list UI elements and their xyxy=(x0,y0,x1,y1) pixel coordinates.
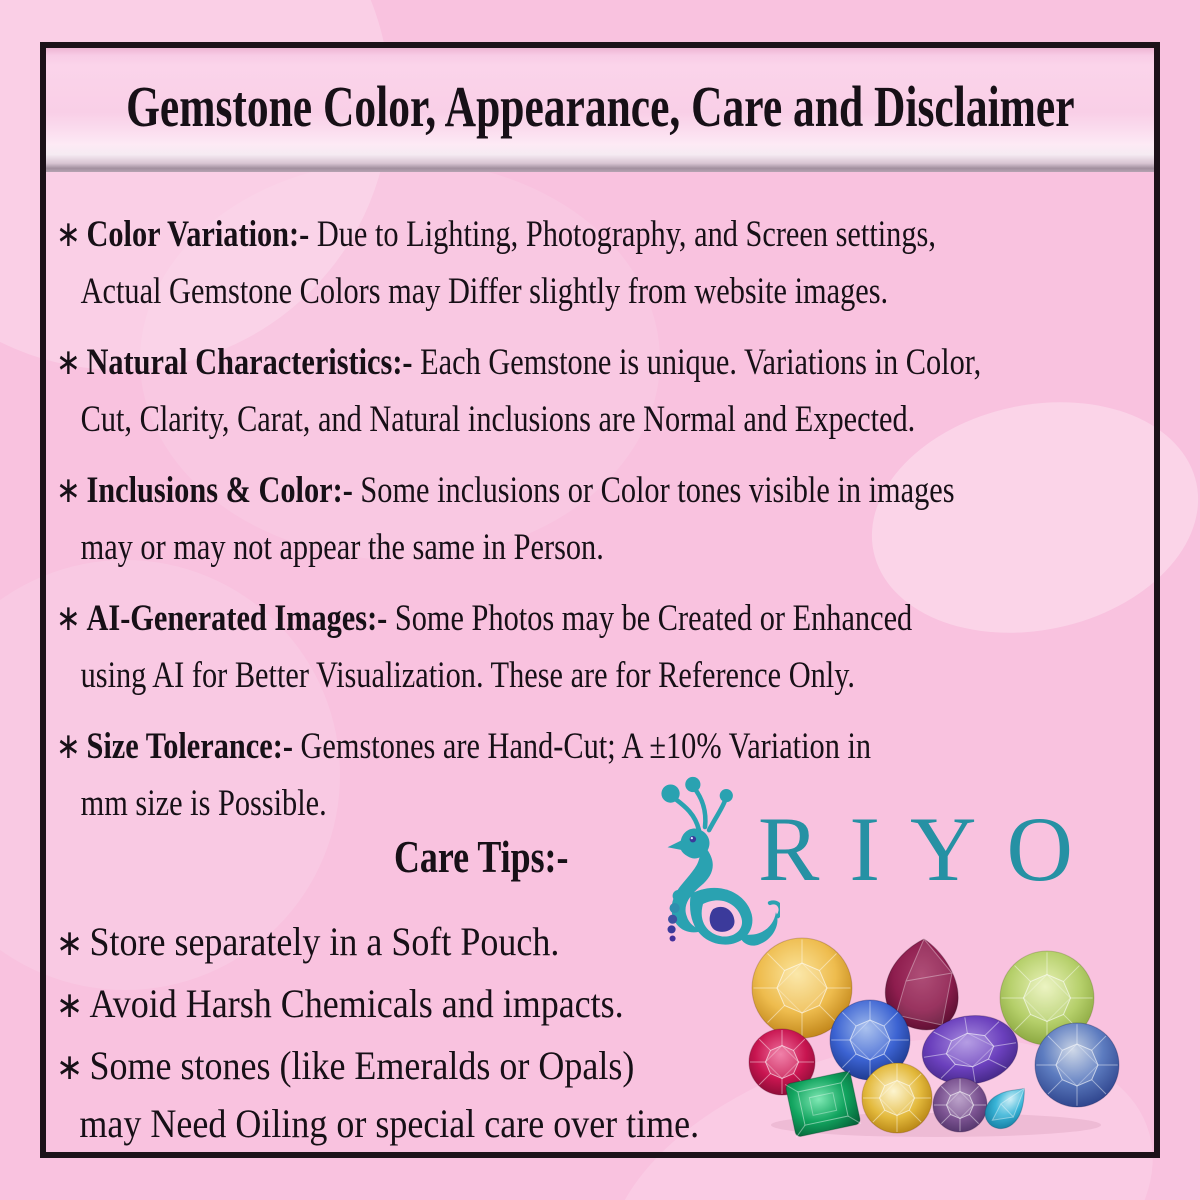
care-tip-oiling xyxy=(56,1038,699,1152)
asterisk-bullet-icon: ∗ xyxy=(56,923,84,964)
care-tip-text: Store separately in a Soft Pouch. xyxy=(89,919,560,964)
care-tip-chemicals xyxy=(56,976,699,1034)
disclaimer-text: Each Gemstone is unique. Variations in Color, xyxy=(420,342,982,383)
disclaimer-label: Natural Characteristics:- xyxy=(86,342,413,383)
asterisk-bullet-icon: ∗ xyxy=(56,470,81,511)
gemstones-image xyxy=(746,933,1131,1138)
care-tip-text: Some stones (like Emeralds or Opals) xyxy=(89,1043,635,1088)
asterisk-bullet-icon: ∗ xyxy=(56,598,81,639)
disclaimer-label: Size Tolerance:- xyxy=(86,726,293,767)
disclaimer-text: Cut, Clarity, Carat, and Natural inclusions are Normal and Expected. xyxy=(80,399,916,440)
brand-name: RIYO xyxy=(758,798,1103,900)
asterisk-bullet-icon: ∗ xyxy=(56,342,81,383)
care-tip-text: may Need Oiling or special care over time. xyxy=(79,1101,700,1146)
asterisk-bullet-icon: ∗ xyxy=(56,1047,84,1088)
disclaimer-item-natural-characteristics xyxy=(56,334,1171,448)
care-tips-list xyxy=(56,914,699,1156)
disclaimer-text: Due to Lighting, Photography, and Screen settings, xyxy=(316,214,936,255)
care-tip-text: Avoid Harsh Chemicals and impacts. xyxy=(89,981,624,1026)
gem-purple-spinel xyxy=(933,1078,987,1132)
content-frame xyxy=(40,42,1160,1158)
asterisk-bullet-icon: ∗ xyxy=(56,985,84,1026)
disclaimer-label: AI-Generated Images:- xyxy=(86,598,388,639)
disclaimer-text: using AI for Better Visualization. These are for Reference Only. xyxy=(80,655,856,696)
care-tip-store xyxy=(56,914,699,972)
disclaimer-label: Color Variation:- xyxy=(86,214,310,255)
care-tips-heading: Care Tips:- xyxy=(394,831,569,882)
title-bar xyxy=(46,48,1154,172)
gem-golden-citrine xyxy=(862,1063,932,1133)
asterisk-bullet-icon: ∗ xyxy=(56,214,81,255)
disclaimer-item-inclusions-color xyxy=(56,462,1171,576)
disclaimer-text: mm size is Possible. xyxy=(80,783,327,824)
disclaimer-item-color-variation xyxy=(56,206,1171,320)
page-title: Gemstone Color, Appearance, Care and Disclaimer xyxy=(125,73,1075,139)
disclaimer-item-ai-generated-images xyxy=(56,590,1171,704)
gem-tanzanite xyxy=(1035,1023,1119,1107)
disclaimer-text: Actual Gemstone Colors may Differ slightly from website images. xyxy=(80,271,889,312)
disclaimer-text: Gemstones are Hand-Cut; A ±10% Variation in xyxy=(300,726,872,767)
disclaimer-text: may or may not appear the same in Person. xyxy=(80,527,604,568)
disclaimer-text: Some inclusions or Color tones visible in images xyxy=(360,470,955,511)
disclaimer-list xyxy=(56,206,1171,846)
disclaimer-label: Inclusions & Color:- xyxy=(86,470,353,511)
disclaimer-text: Some Photos may be Created or Enhanced xyxy=(394,598,913,639)
asterisk-bullet-icon: ∗ xyxy=(56,726,81,767)
